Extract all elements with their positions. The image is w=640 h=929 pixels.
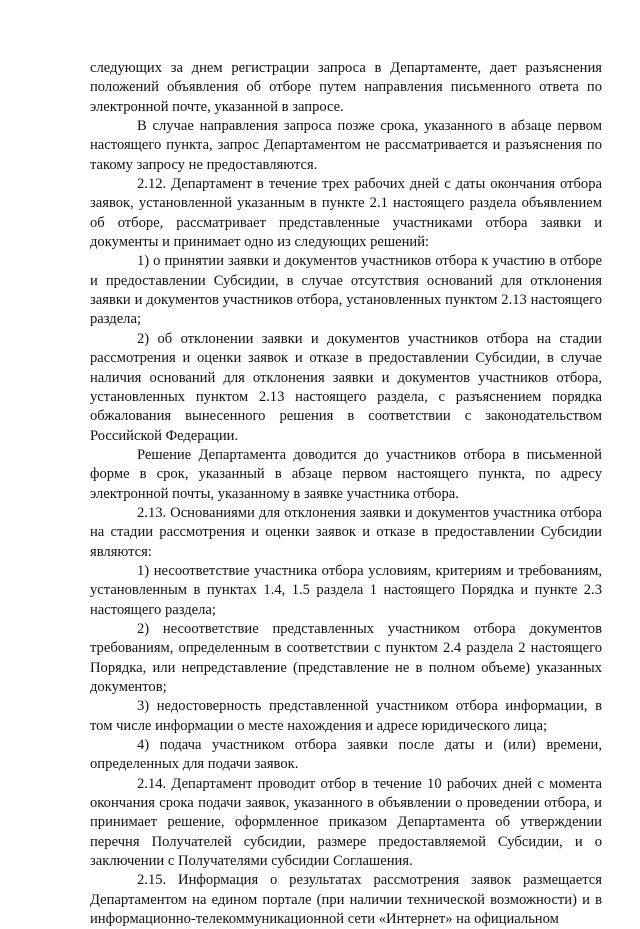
paragraph-ground-1: 1) несоответствие участника отбора условиям, критериям и требованиям, установленным в пунктах 1.4, 1.5 раздела 1 настоящего Порядка и пункте 2.3 настоящего раздела; [90, 562, 602, 618]
paragraph-clause-2-13: 2.13. Основаниями для отклонения заявки и документов участника отбора на стадии рассмотрения и оценки заявок и отказе в предоставлении Субсидии являются: [90, 504, 602, 560]
paragraph-continuation: следующих за днем регистрации запроса в Департаменте, дает разъяснения положений объявления об отборе путем направления письменного ответа по электронной почте, указанной в запросе. [90, 60, 602, 115]
document-body [90, 59, 602, 929]
paragraph-late-request: В случае направления запроса позже срока, указанного в абзаце первом настоящего пункта, запрос Департаментом не рассматривается и разъяснения по такому запросу не предоставляются. [90, 118, 602, 173]
paragraph-clause-2-15: 2.15. Информация о результатах рассмотрения заявок размещается Департаментом на едином портале (при наличии технической возможности) и в информационно-телекоммуникационной сети «Интернет» на официальном [90, 872, 602, 928]
paragraph-decision-reject: 2) об отклонении заявки и документов участников отбора на стадии рассмотрения и оценки заявок и отказе в предоставлении Субсидии, в случае наличия оснований для отклонения заявки и документов участников отбора, установленных пунктом 2.13 настоящего раздела, с разъяснением порядка обжалования вынесенного решения в соответствии с законодательством Российской Федерации. [90, 330, 602, 444]
paragraph-ground-4: 4) подача участником отбора заявки после даты и (или) времени, определенных для подачи заявок. [90, 737, 602, 773]
paragraph-ground-2: 2) несоответствие представленных участником отбора документов требованиям, определенным в соответствии с пунктом 2.4 раздела 2 настоящего Порядка, или непредставление (представление не в полном объеме) указанных документов; [90, 620, 602, 695]
paragraph-clause-2-14: 2.14. Департамент проводит отбор в течение 10 рабочих дней с момента окончания срока подачи заявок, указанного в объявлении о проведении отбора, и принимает решение, оформленное приказом Департамента об утверждении перечня Получателей субсидии, размере предоставляемой Субсидии, и о заключении с Получателями субсидии Соглашения. [90, 775, 602, 870]
paragraph-ground-3: 3) недостоверность представленной участником отбора информации, в том числе информации о месте нахождения и адресе юридического лица; [90, 698, 602, 734]
paragraph-decision-notice: Решение Департамента доводится до участников отбора в письменной форме в срок, указанный в абзаце первом настоящего пункта, по адресу электронной почты, указанному в заявке участника отбора. [90, 446, 602, 502]
paragraph-clause-2-12: 2.12. Департамент в течение трех рабочих дней с даты окончания отбора заявок, установленной указанным в пункте 2.1 настоящего раздела объявлением об отборе, рассматривает представленные участниками отбора заявки и документы и принимает одно из следующих решений: [90, 176, 602, 251]
paragraph-decision-accept: 1) о принятии заявки и документов участников отбора к участию в отборе и предоставлении Субсидии, в случае отсутствия оснований для отклонения заявки и документов участников отбора, установленных пунктом 2.13 настоящего раздела; [90, 253, 602, 328]
